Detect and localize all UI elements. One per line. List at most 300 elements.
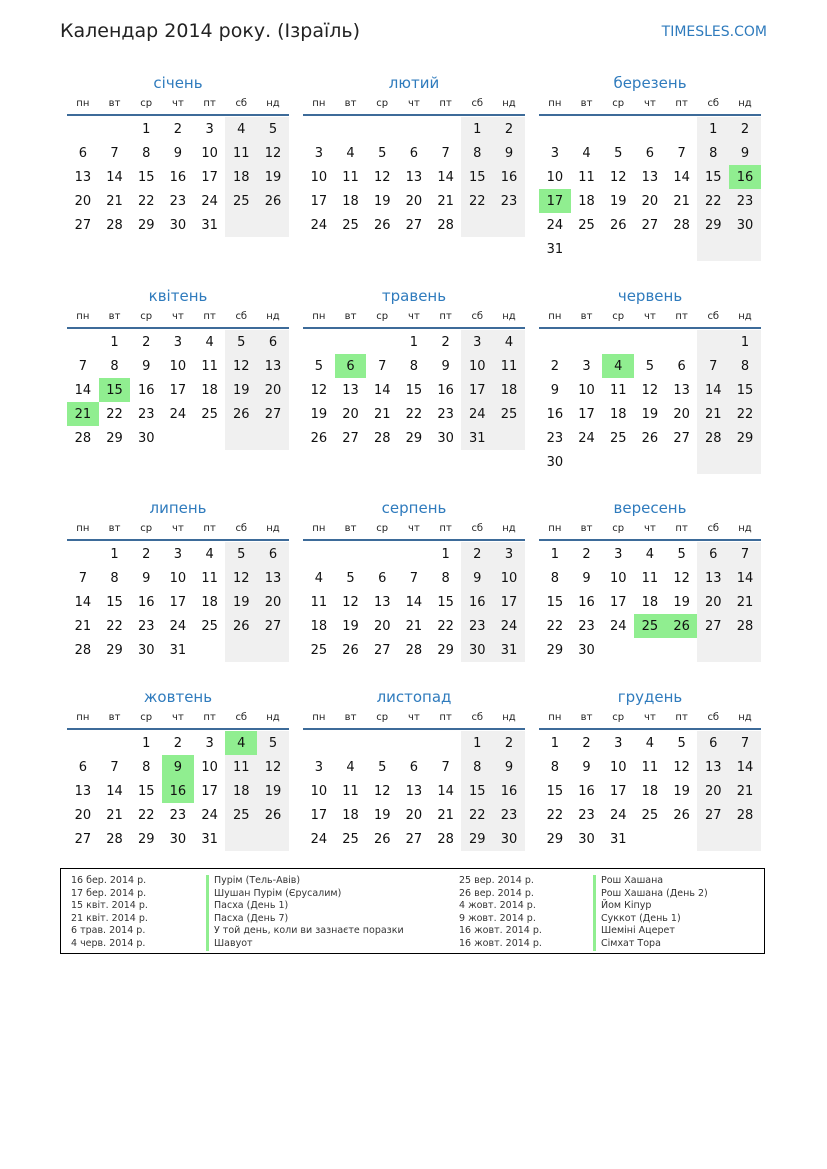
day-cell: 5: [614, 145, 623, 161]
day-cell: 8: [142, 145, 151, 161]
weekday-label: нд: [266, 523, 280, 534]
empty-cell: [67, 330, 99, 354]
day-cell: 7: [729, 731, 761, 755]
legend-holiday-name: Йом Кіпур: [593, 900, 708, 913]
day-cell: 4: [205, 334, 214, 350]
day-cell: 18: [493, 378, 525, 402]
day-cell: 25: [634, 614, 666, 638]
day-grid: [303, 117, 525, 237]
day-cell: 4: [205, 546, 214, 562]
empty-cell: [602, 237, 634, 261]
weekday-label: вт: [580, 712, 593, 723]
day-cell: 24: [201, 807, 218, 823]
empty-cell: [634, 638, 666, 662]
day-cell: 9: [550, 382, 559, 398]
weekday-label: пт: [675, 712, 688, 723]
day-cell: 29: [461, 827, 493, 851]
day-cell: 19: [609, 193, 627, 209]
weekday-label: чт: [408, 98, 420, 109]
day-cell: 1: [550, 546, 559, 562]
day-cell: 22: [137, 807, 155, 823]
empty-cell: [335, 542, 367, 566]
day-cell: 17: [609, 783, 627, 799]
day-cell: 5: [677, 735, 686, 751]
day-cell: 1: [461, 731, 493, 755]
day-cell: 7: [729, 542, 761, 566]
day-cell: 29: [697, 213, 729, 237]
day-cell: 9: [173, 145, 183, 161]
day-cell: 3: [173, 334, 183, 350]
day-cell: 24: [578, 430, 595, 446]
day-cell: 6: [78, 145, 87, 161]
weekday-label: сб: [471, 523, 484, 534]
day-cell: 28: [437, 217, 454, 233]
day-cell: 28: [673, 217, 690, 233]
day-cell: 16: [578, 783, 595, 799]
weekday-label: нд: [266, 712, 280, 723]
day-cell: 10: [201, 145, 218, 161]
day-cell: 15: [461, 779, 493, 803]
day-cell: 11: [201, 358, 218, 374]
empty-cell: [303, 542, 335, 566]
day-cell: 2: [142, 546, 151, 562]
weekday-label: чт: [172, 98, 184, 109]
legend-holiday-name: Шавуот: [206, 938, 404, 951]
day-grid: [303, 731, 525, 851]
empty-cell: [634, 237, 666, 261]
legend-holiday-name: Рош Хашана (День 2): [593, 888, 708, 901]
day-cell: 27: [373, 642, 391, 658]
weekday-label: нд: [502, 98, 516, 109]
weekday-label: сб: [707, 311, 720, 322]
day-cell: 31: [493, 638, 525, 662]
weekday-label: нд: [738, 98, 752, 109]
day-cell: 25: [493, 402, 525, 426]
day-cell: 23: [729, 189, 761, 213]
day-cell: 1: [550, 735, 559, 751]
day-cell: 17: [461, 378, 493, 402]
day-cell: 25: [609, 430, 627, 446]
legend-date: 4 черв. 2014 р.: [71, 937, 146, 949]
day-cell: 6: [378, 570, 387, 586]
empty-cell: [303, 330, 335, 354]
day-cell: 14: [729, 566, 761, 590]
day-cell: 20: [697, 779, 729, 803]
weekday-label: пт: [675, 98, 688, 109]
day-cell: 21: [106, 807, 123, 823]
day-cell: 10: [169, 358, 187, 374]
day-cell: 1: [142, 121, 151, 137]
weekday-label: вт: [108, 311, 121, 322]
month-name: вересень: [613, 499, 687, 517]
day-cell: 30: [169, 831, 187, 847]
day-cell: 29: [546, 831, 564, 847]
weekday-header: [303, 519, 525, 541]
day-cell: 21: [697, 402, 729, 426]
empty-cell: [697, 237, 729, 261]
day-cell: 19: [257, 779, 289, 803]
day-cell: 23: [493, 189, 525, 213]
day-cell: 27: [342, 430, 359, 446]
month-12: [539, 686, 761, 851]
month-name: березень: [613, 74, 687, 92]
day-cell: 6: [409, 759, 419, 775]
day-cell: 18: [641, 783, 659, 799]
day-cell: 4: [582, 145, 591, 161]
month-name: травень: [381, 287, 447, 305]
day-cell: 1: [461, 117, 493, 141]
empty-cell: [571, 330, 603, 354]
empty-cell: [366, 542, 398, 566]
day-cell: 4: [493, 330, 525, 354]
day-cell: 14: [437, 169, 454, 185]
day-cell: 16: [461, 590, 493, 614]
day-cell: 13: [405, 169, 423, 185]
weekday-label: пт: [675, 311, 688, 322]
day-cell: 6: [677, 358, 686, 374]
day-cell: 30: [137, 642, 155, 658]
day-cell: 5: [378, 145, 387, 161]
weekday-label: ср: [140, 98, 153, 109]
day-cell: 10: [310, 783, 328, 799]
empty-cell: [493, 213, 525, 237]
day-cell: 27: [405, 831, 423, 847]
weekday-label: чт: [408, 712, 420, 723]
day-cell: 15: [546, 594, 564, 610]
legend-date: 6 трав. 2014 р.: [71, 925, 146, 937]
day-cell: 19: [257, 165, 289, 189]
legend-names-left: [206, 875, 404, 951]
weekday-label: сб: [471, 712, 484, 723]
day-cell: 16: [437, 382, 454, 398]
day-cell: 25: [342, 217, 359, 233]
day-cell: 10: [169, 570, 187, 586]
empty-cell: [257, 827, 289, 851]
weekday-label: сб: [471, 98, 484, 109]
day-cell: 7: [441, 145, 450, 161]
month-1: [67, 72, 289, 237]
day-cell: 4: [346, 145, 355, 161]
weekday-label: ср: [376, 712, 389, 723]
day-cell: 4: [602, 354, 634, 378]
day-cell: 11: [578, 169, 595, 185]
day-cell: 30: [137, 430, 155, 446]
day-cell: 18: [342, 193, 359, 209]
day-cell: 17: [201, 169, 218, 185]
day-cell: 8: [550, 759, 559, 775]
day-cell: 28: [729, 803, 761, 827]
day-cell: 2: [493, 117, 525, 141]
day-cell: 16: [169, 169, 187, 185]
day-cell: 21: [729, 590, 761, 614]
empty-cell: [666, 117, 698, 141]
day-cell: 21: [106, 193, 123, 209]
weekday-header: [67, 94, 289, 116]
day-cell: 15: [697, 165, 729, 189]
day-cell: 29: [729, 426, 761, 450]
day-cell: 25: [578, 217, 595, 233]
empty-cell: [67, 731, 99, 755]
day-grid: [67, 542, 289, 662]
month-6: [539, 285, 761, 474]
day-cell: 26: [673, 807, 690, 823]
day-cell: 3: [173, 546, 183, 562]
day-grid: [539, 731, 761, 851]
day-cell: 8: [697, 141, 729, 165]
day-cell: 12: [641, 382, 659, 398]
day-cell: 7: [110, 759, 119, 775]
day-cell: 6: [257, 330, 289, 354]
site-link[interactable]: TIMESLES.COM: [661, 24, 767, 40]
weekday-label: чт: [172, 311, 184, 322]
day-cell: 18: [609, 406, 627, 422]
day-cell: 12: [373, 783, 391, 799]
day-cell: 6: [697, 542, 729, 566]
day-cell: 29: [137, 217, 155, 233]
day-cell: 26: [257, 189, 289, 213]
day-cell: 23: [546, 430, 564, 446]
day-cell: 8: [550, 570, 559, 586]
day-cell: 28: [373, 430, 391, 446]
day-cell: 3: [493, 542, 525, 566]
day-cell: 29: [437, 642, 454, 658]
weekday-header: [67, 307, 289, 329]
day-cell: 26: [641, 430, 659, 446]
weekday-label: чт: [408, 311, 420, 322]
month-9: [539, 497, 761, 662]
month-name: жовтень: [143, 688, 213, 706]
day-cell: 19: [310, 406, 328, 422]
weekday-label: вт: [108, 523, 121, 534]
day-cell: 17: [169, 594, 187, 610]
day-cell: 22: [106, 406, 123, 422]
day-cell: 19: [673, 594, 690, 610]
day-cell: 28: [74, 430, 92, 446]
day-cell: 12: [673, 570, 690, 586]
day-cell: 5: [225, 330, 257, 354]
day-cell: 7: [78, 358, 87, 374]
weekday-label: чт: [644, 98, 656, 109]
day-cell: 14: [106, 783, 123, 799]
empty-cell: [257, 213, 289, 237]
empty-cell: [697, 638, 729, 662]
day-cell: 18: [310, 618, 328, 634]
day-cell: 14: [373, 382, 391, 398]
weekday-label: сб: [235, 712, 248, 723]
day-cell: 18: [342, 807, 359, 823]
day-cell: 23: [137, 406, 155, 422]
legend-holiday-name: У той день, коли ви зазнаєте поразки: [206, 925, 404, 938]
weekday-label: нд: [738, 311, 752, 322]
weekday-label: пт: [203, 712, 216, 723]
legend-date: 17 бер. 2014 р.: [71, 887, 147, 899]
day-cell: 13: [673, 382, 690, 398]
day-cell: 16: [137, 382, 155, 398]
weekday-label: сб: [707, 712, 720, 723]
day-cell: 30: [437, 430, 454, 446]
weekday-label: сб: [471, 311, 484, 322]
day-cell: 22: [437, 618, 454, 634]
day-grid: [539, 330, 761, 474]
day-cell: 20: [74, 193, 92, 209]
weekday-label: вт: [580, 523, 593, 534]
empty-cell: [335, 330, 367, 354]
weekday-label: чт: [172, 712, 184, 723]
empty-cell: [194, 426, 226, 450]
day-cell: 19: [225, 378, 257, 402]
empty-cell: [398, 731, 430, 755]
month-name: липень: [149, 499, 207, 517]
day-cell: 13: [373, 594, 391, 610]
day-cell: 30: [546, 454, 564, 470]
day-cell: 8: [729, 354, 761, 378]
day-cell: 11: [310, 594, 328, 610]
day-cell: 8: [461, 141, 493, 165]
day-cell: 22: [461, 189, 493, 213]
day-cell: 12: [257, 141, 289, 165]
day-cell: 21: [729, 779, 761, 803]
day-cell: 3: [614, 546, 623, 562]
day-cell: 17: [310, 807, 328, 823]
day-cell: 12: [257, 755, 289, 779]
day-cell: 24: [310, 217, 328, 233]
day-cell: 22: [106, 618, 123, 634]
day-cell: 29: [405, 430, 423, 446]
weekday-label: вт: [344, 523, 357, 534]
day-cell: 23: [169, 807, 187, 823]
day-cell: 4: [225, 731, 257, 755]
day-cell: 1: [142, 735, 151, 751]
day-cell: 26: [310, 430, 328, 446]
day-cell: 13: [697, 755, 729, 779]
day-cell: 5: [677, 546, 686, 562]
day-cell: 22: [546, 807, 564, 823]
day-cell: 14: [673, 169, 690, 185]
day-cell: 2: [173, 121, 183, 137]
day-cell: 9: [493, 755, 525, 779]
day-cell: 19: [373, 193, 391, 209]
empty-cell: [602, 450, 634, 474]
weekday-header: [67, 519, 289, 541]
day-cell: 15: [137, 783, 155, 799]
legend-holiday-name: Пасха (День 7): [206, 913, 404, 926]
day-cell: 7: [378, 358, 387, 374]
day-cell: 29: [137, 831, 155, 847]
day-cell: 10: [609, 759, 627, 775]
weekday-label: нд: [738, 523, 752, 534]
day-cell: 15: [546, 783, 564, 799]
weekday-label: пт: [203, 98, 216, 109]
day-cell: 24: [461, 402, 493, 426]
month-4: [67, 285, 289, 450]
day-cell: 12: [310, 382, 328, 398]
empty-cell: [729, 237, 761, 261]
day-cell: 9: [162, 755, 194, 779]
empty-cell: [729, 827, 761, 851]
empty-cell: [571, 117, 603, 141]
weekday-label: вт: [344, 712, 357, 723]
weekday-label: ср: [612, 712, 625, 723]
day-cell: 17: [493, 590, 525, 614]
day-cell: 19: [373, 807, 391, 823]
empty-cell: [257, 638, 289, 662]
empty-cell: [697, 330, 729, 354]
day-cell: 2: [173, 735, 183, 751]
weekday-label: вт: [344, 311, 357, 322]
day-grid: [539, 117, 761, 261]
day-cell: 23: [578, 807, 595, 823]
day-cell: 20: [373, 618, 391, 634]
day-cell: 14: [697, 378, 729, 402]
weekday-label: пн: [312, 523, 326, 534]
empty-cell: [634, 827, 666, 851]
day-cell: 21: [437, 807, 454, 823]
day-cell: 30: [578, 831, 595, 847]
day-cell: 29: [546, 642, 564, 658]
month-name: грудень: [617, 688, 683, 706]
legend-dates-right: [459, 875, 542, 951]
legend-date: 15 квіт. 2014 р.: [71, 900, 148, 912]
day-cell: 16: [578, 594, 595, 610]
weekday-header: [539, 307, 761, 329]
day-cell: 23: [493, 803, 525, 827]
day-cell: 18: [641, 594, 659, 610]
day-cell: 20: [257, 378, 289, 402]
day-cell: 15: [106, 594, 123, 610]
empty-cell: [335, 731, 367, 755]
day-cell: 7: [441, 759, 450, 775]
legend-holiday-name: Пасха (День 1): [206, 900, 404, 913]
weekday-header: [539, 519, 761, 541]
day-cell: 22: [546, 618, 564, 634]
weekday-label: пн: [312, 712, 326, 723]
weekday-label: ср: [612, 98, 625, 109]
day-cell: 16: [729, 165, 761, 189]
empty-cell: [99, 731, 131, 755]
day-grid: [67, 330, 289, 450]
day-cell: 16: [493, 165, 525, 189]
empty-cell: [539, 117, 571, 141]
day-cell: 8: [142, 759, 151, 775]
weekday-label: нд: [502, 311, 516, 322]
weekday-label: пт: [439, 311, 452, 322]
day-cell: 5: [346, 570, 355, 586]
empty-cell: [194, 638, 226, 662]
day-cell: 13: [342, 382, 359, 398]
day-cell: 6: [409, 145, 419, 161]
day-cell: 20: [641, 193, 659, 209]
day-cell: 7: [110, 145, 119, 161]
day-cell: 30: [461, 638, 493, 662]
legend-holiday-name: Сімхат Тора: [593, 938, 708, 951]
month-5: [303, 285, 525, 450]
day-cell: 18: [225, 779, 257, 803]
day-cell: 28: [106, 217, 123, 233]
day-cell: 15: [405, 382, 423, 398]
day-cell: 31: [201, 217, 218, 233]
day-cell: 30: [729, 213, 761, 237]
day-cell: 11: [493, 354, 525, 378]
day-cell: 13: [74, 169, 92, 185]
empty-cell: [430, 117, 462, 141]
page-title: Календар 2014 року. (Ізраїль): [60, 20, 361, 42]
day-cell: 28: [729, 614, 761, 638]
day-cell: 6: [78, 759, 87, 775]
weekday-header: [67, 708, 289, 730]
weekday-label: нд: [266, 311, 280, 322]
weekday-label: пн: [548, 98, 562, 109]
day-cell: 20: [697, 590, 729, 614]
